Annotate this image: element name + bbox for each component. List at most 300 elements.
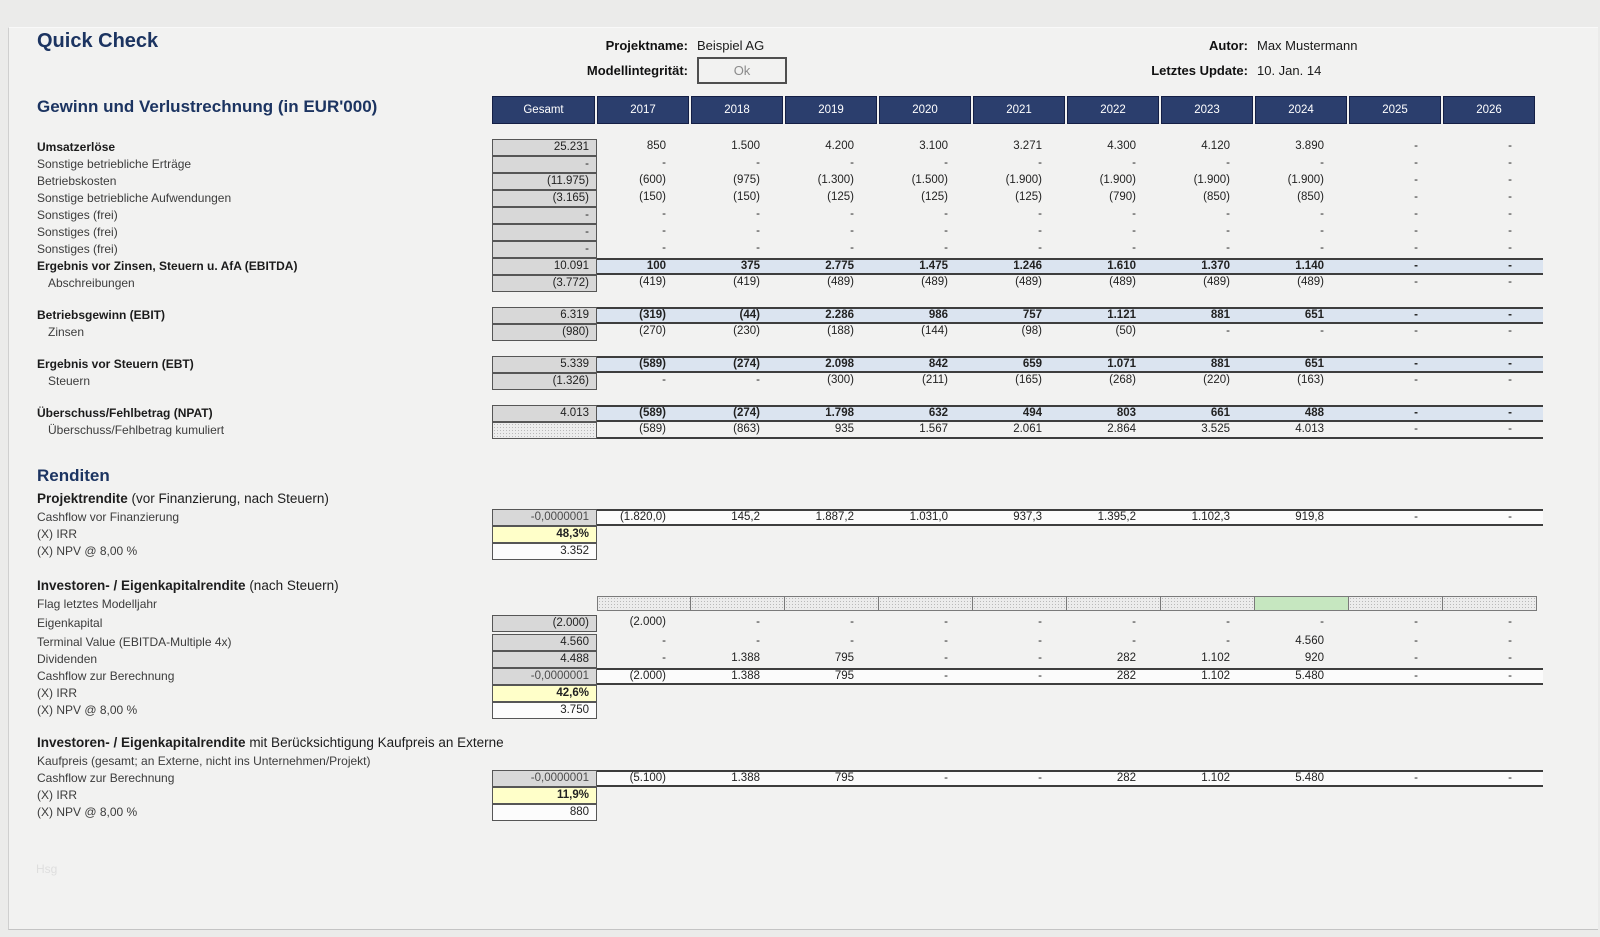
gesamt-cell[interactable]: -0,0000001	[492, 509, 597, 526]
flag-cell[interactable]	[1443, 596, 1537, 611]
year-cell[interactable]: (2.000)	[629, 670, 666, 682]
year-cell[interactable]: 935	[834, 423, 854, 435]
year-cell[interactable]: -	[1414, 208, 1418, 220]
year-cell[interactable]: (300)	[827, 374, 854, 386]
flag-cell[interactable]	[1255, 596, 1349, 611]
table-row	[0, 702, 1600, 719]
year-cell[interactable]: 375	[740, 260, 760, 272]
year-cell[interactable]: 3.100	[919, 140, 948, 152]
autor-value[interactable]: Max Mustermann	[1257, 38, 1358, 53]
year-cell[interactable]: -	[850, 225, 854, 237]
year-cell[interactable]: -	[1226, 616, 1230, 628]
year-cell[interactable]: -	[944, 652, 948, 664]
year-cell[interactable]: -	[1320, 616, 1324, 628]
year-cell[interactable]: -	[1132, 225, 1136, 237]
year-cell[interactable]: 100	[646, 260, 666, 272]
year-cell[interactable]: (144)	[921, 325, 948, 337]
flag-cell[interactable]	[1161, 596, 1255, 611]
table-row	[0, 258, 1600, 275]
year-cell[interactable]: 1.388	[731, 670, 760, 682]
flag-cell[interactable]	[691, 596, 785, 611]
year-cell[interactable]: -	[756, 225, 760, 237]
year-cell[interactable]: (589)	[639, 407, 666, 419]
year-cell[interactable]: (1.900)	[1287, 174, 1324, 186]
year-cell[interactable]: -	[1508, 242, 1512, 254]
gesamt-cell[interactable]: 10.091	[492, 258, 597, 275]
year-cell[interactable]: (489)	[1203, 276, 1230, 288]
block-heading-rest: mit Berücksichtigung Kaufpreis an Externe	[245, 735, 504, 750]
year-cell[interactable]: -	[1508, 772, 1512, 784]
year-cell[interactable]: -	[1414, 407, 1418, 419]
year-cell[interactable]: 494	[1022, 407, 1042, 419]
letztes-update-value[interactable]: 10. Jan. 14	[1257, 63, 1322, 78]
year-cell[interactable]: -	[1414, 670, 1418, 682]
year-cell[interactable]: 3.890	[1295, 140, 1324, 152]
year-cell[interactable]: -	[662, 225, 666, 237]
year-cell[interactable]: 632	[928, 407, 948, 419]
guv-section-title: Gewinn und Verlustrechnung (in EUR'000)	[37, 97, 378, 116]
year-cell[interactable]: 881	[1210, 309, 1230, 321]
year-cell[interactable]: -	[1508, 174, 1512, 186]
renditen-block	[0, 489, 1600, 560]
gesamt-cell[interactable]: 880	[492, 804, 597, 821]
year-cell[interactable]: 282	[1116, 652, 1136, 664]
column-header-2025[interactable]: 2025	[1349, 96, 1441, 124]
year-cell[interactable]: -	[1038, 635, 1042, 647]
year-cell[interactable]: 651	[1304, 358, 1324, 370]
year-cell[interactable]: 919,8	[1295, 511, 1324, 523]
year-cell[interactable]: -	[1320, 157, 1324, 169]
year-cells	[597, 173, 1543, 190]
year-cell[interactable]: 803	[1116, 407, 1136, 419]
gesamt-cell[interactable]: 4.488	[492, 651, 597, 668]
year-cell[interactable]: 3.271	[1013, 140, 1042, 152]
flag-cell[interactable]	[879, 596, 973, 611]
flag-cell[interactable]	[597, 596, 691, 611]
table-row	[0, 770, 1600, 787]
gesamt-cell[interactable]	[492, 422, 597, 439]
year-cell[interactable]: 4.560	[1295, 635, 1324, 647]
column-header-2017[interactable]: 2017	[597, 96, 689, 124]
year-cell[interactable]: -	[1320, 242, 1324, 254]
year-cell[interactable]: 282	[1116, 670, 1136, 682]
block-heading	[0, 733, 1600, 753]
year-cell[interactable]: (150)	[733, 191, 760, 203]
table-row	[0, 543, 1600, 560]
year-cell[interactable]: (975)	[733, 174, 760, 186]
year-cell[interactable]: 5.480	[1295, 772, 1324, 784]
gesamt-cell[interactable]: -	[492, 207, 597, 224]
year-cell[interactable]: -	[756, 157, 760, 169]
year-cell[interactable]: -	[944, 208, 948, 220]
year-cell[interactable]: 1.395,2	[1097, 511, 1136, 523]
column-header-2019[interactable]: 2019	[785, 96, 877, 124]
year-cell[interactable]: (44)	[739, 309, 760, 321]
gesamt-cell[interactable]: (3.165)	[492, 190, 597, 207]
row-label: Betriebskosten	[37, 174, 117, 188]
year-cell[interactable]: -	[1414, 616, 1418, 628]
year-cell[interactable]: -	[662, 157, 666, 169]
year-cell[interactable]: -	[1508, 309, 1512, 321]
modellintegritaet-status-cell[interactable]: Ok	[697, 57, 787, 84]
year-cell[interactable]: 937,3	[1013, 511, 1042, 523]
year-cell[interactable]: 842	[928, 358, 948, 370]
year-cell[interactable]: -	[1508, 191, 1512, 203]
year-cell[interactable]: -	[1132, 242, 1136, 254]
year-cell[interactable]: (489)	[1015, 276, 1042, 288]
gesamt-cell[interactable]: -	[492, 156, 597, 173]
year-cell[interactable]: -	[756, 374, 760, 386]
year-cell[interactable]: 4.200	[825, 140, 854, 152]
year-cell[interactable]: (50)	[1115, 325, 1136, 337]
year-cell[interactable]: (220)	[1203, 374, 1230, 386]
year-cell[interactable]: -	[1320, 325, 1324, 337]
year-cell[interactable]: (1.900)	[1005, 174, 1042, 186]
year-cell[interactable]: (589)	[639, 358, 666, 370]
year-cell[interactable]: -	[1226, 225, 1230, 237]
year-cell[interactable]: (1.900)	[1099, 174, 1136, 186]
year-cell[interactable]: (1.500)	[911, 174, 948, 186]
table-row	[0, 787, 1600, 804]
year-cell[interactable]: -	[1320, 208, 1324, 220]
projektname-value[interactable]: Beispiel AG	[697, 38, 765, 53]
year-cell[interactable]: -	[756, 242, 760, 254]
year-cell[interactable]: 1.567	[919, 423, 948, 435]
year-cell[interactable]: (188)	[827, 325, 854, 337]
year-cell[interactable]: -	[1414, 157, 1418, 169]
year-cell[interactable]: -	[756, 635, 760, 647]
column-header-2021[interactable]: 2021	[973, 96, 1065, 124]
row-label: Steuern	[48, 374, 91, 388]
year-cell[interactable]: 659	[1022, 358, 1042, 370]
year-cells	[597, 615, 1543, 632]
year-cell[interactable]: -	[1226, 157, 1230, 169]
year-cell[interactable]: (489)	[827, 276, 854, 288]
year-cell[interactable]: -	[1508, 260, 1512, 272]
gesamt-cell[interactable]: 5.339	[492, 356, 597, 373]
year-cell[interactable]: -	[1414, 652, 1418, 664]
year-cell[interactable]: -	[662, 242, 666, 254]
gesamt-cell[interactable]: (1.326)	[492, 373, 597, 390]
year-cells	[597, 324, 1543, 341]
flag-cell[interactable]	[1067, 596, 1161, 611]
gesamt-cell[interactable]: -	[492, 241, 597, 258]
year-cell[interactable]: (419)	[639, 276, 666, 288]
row-label: Sonstiges (frei)	[37, 208, 118, 222]
year-cell[interactable]: 2.864	[1107, 423, 1136, 435]
gesamt-cell[interactable]: -	[492, 224, 597, 241]
table-row	[0, 668, 1600, 685]
year-cell[interactable]: 1.475	[919, 260, 948, 272]
table-row	[0, 615, 1600, 632]
row-gap	[0, 292, 1600, 307]
year-cell[interactable]: -	[944, 616, 948, 628]
year-cell[interactable]: (489)	[1297, 276, 1324, 288]
year-cell[interactable]: -	[756, 208, 760, 220]
table-row	[0, 651, 1600, 668]
year-cell[interactable]: 2.286	[825, 309, 854, 321]
year-cell[interactable]: -	[1508, 208, 1512, 220]
year-cell[interactable]: -	[1414, 635, 1418, 647]
year-cell[interactable]: -	[850, 242, 854, 254]
year-cell[interactable]: (850)	[1297, 191, 1324, 203]
block-heading-bold: Projektrendite	[37, 491, 128, 506]
year-cell[interactable]: 920	[1304, 652, 1324, 664]
gesamt-cell[interactable]: -0,0000001	[492, 668, 597, 685]
year-cell[interactable]: 1.388	[731, 652, 760, 664]
year-cell[interactable]: 1.388	[731, 772, 760, 784]
year-cell[interactable]: 2.775	[825, 260, 854, 272]
year-cell[interactable]: -	[756, 616, 760, 628]
year-cell[interactable]: (125)	[827, 191, 854, 203]
row-label: Überschuss/Fehlbetrag kumuliert	[48, 423, 225, 437]
year-cell[interactable]: 4.300	[1107, 140, 1136, 152]
year-cell[interactable]: 795	[834, 652, 854, 664]
table-body	[0, 139, 1600, 821]
year-cell[interactable]: (230)	[733, 325, 760, 337]
year-cell[interactable]: (600)	[639, 174, 666, 186]
column-header-2026[interactable]: 2026	[1443, 96, 1535, 124]
year-cell[interactable]: (489)	[921, 276, 948, 288]
year-cell[interactable]: -	[1508, 358, 1512, 370]
year-cell[interactable]: -	[1038, 652, 1042, 664]
gesamt-cell[interactable]: (2.000)	[492, 615, 597, 632]
gesamt-cell[interactable]: 6.319	[492, 307, 597, 324]
year-cell[interactable]: -	[662, 374, 666, 386]
year-cell[interactable]: -	[1414, 174, 1418, 186]
year-cell[interactable]: (274)	[733, 407, 760, 419]
gesamt-cell[interactable]: (11.975)	[492, 173, 597, 190]
year-cell[interactable]: -	[1508, 652, 1512, 664]
year-cell[interactable]: 1.610	[1107, 260, 1136, 272]
year-cell[interactable]: -	[1414, 225, 1418, 237]
year-cell[interactable]: -	[1508, 635, 1512, 647]
year-cell[interactable]: (274)	[733, 358, 760, 370]
year-cell[interactable]: -	[662, 652, 666, 664]
year-cell[interactable]: -	[1038, 772, 1042, 784]
year-cell[interactable]: -	[944, 670, 948, 682]
year-cell[interactable]: -	[1038, 157, 1042, 169]
year-cell[interactable]: -	[1508, 374, 1512, 386]
year-cells	[597, 596, 1543, 611]
year-cell[interactable]: (270)	[639, 325, 666, 337]
year-cell[interactable]: 795	[834, 670, 854, 682]
year-cell[interactable]: -	[850, 616, 854, 628]
year-cell[interactable]: -	[1038, 670, 1042, 682]
year-cell[interactable]: 1.887,2	[815, 511, 854, 523]
year-cell[interactable]: -	[1226, 242, 1230, 254]
year-cells	[597, 405, 1543, 422]
year-cell[interactable]: 282	[1116, 772, 1136, 784]
gesamt-cell[interactable]: 3.750	[492, 702, 597, 719]
year-cell[interactable]: 881	[1210, 358, 1230, 370]
year-cells	[597, 224, 1543, 241]
year-cell[interactable]: (163)	[1297, 374, 1324, 386]
year-cell[interactable]: -	[944, 772, 948, 784]
year-cell[interactable]: -	[1508, 225, 1512, 237]
year-cell[interactable]: -	[1132, 208, 1136, 220]
year-cell[interactable]: 1.102	[1201, 652, 1230, 664]
year-cell[interactable]: (125)	[1015, 191, 1042, 203]
year-cell[interactable]: 661	[1210, 407, 1230, 419]
year-cell[interactable]: -	[1226, 325, 1230, 337]
year-cell[interactable]: 1.121	[1107, 309, 1136, 321]
year-cell[interactable]: -	[1508, 325, 1512, 337]
year-cell[interactable]: (319)	[639, 309, 666, 321]
row-label: Cashflow zur Berechnung	[37, 669, 175, 683]
year-cell[interactable]: (419)	[733, 276, 760, 288]
year-cell[interactable]: -	[662, 635, 666, 647]
year-cell[interactable]: -	[1414, 276, 1418, 288]
gesamt-cell[interactable]: 4.013	[492, 405, 597, 422]
year-cell[interactable]: -	[1414, 423, 1418, 435]
year-cell[interactable]: 2.098	[825, 358, 854, 370]
year-cell[interactable]: -	[1038, 242, 1042, 254]
year-cell[interactable]: -	[1414, 358, 1418, 370]
gesamt-cell[interactable]: 48,3%	[492, 526, 597, 543]
column-header-2023[interactable]: 2023	[1161, 96, 1253, 124]
column-header-gesamt[interactable]: Gesamt	[492, 96, 595, 124]
year-cell[interactable]: -	[1414, 309, 1418, 321]
year-cell[interactable]: (5.100)	[629, 772, 666, 784]
column-header-2020[interactable]: 2020	[879, 96, 971, 124]
year-cell[interactable]: 1.370	[1201, 260, 1230, 272]
year-cell[interactable]: -	[1038, 616, 1042, 628]
gesamt-cell[interactable]: (3.772)	[492, 275, 597, 292]
year-cell[interactable]: -	[662, 208, 666, 220]
year-cell[interactable]: 3.525	[1201, 423, 1230, 435]
year-cell[interactable]: 4.120	[1201, 140, 1230, 152]
year-cell[interactable]: -	[1038, 208, 1042, 220]
year-cell[interactable]: -	[1132, 616, 1136, 628]
row-label: Ergebnis vor Zinsen, Steuern u. AfA (EBITDA)	[37, 259, 298, 273]
year-cell[interactable]: -	[1508, 407, 1512, 419]
year-cell[interactable]: 1.102,3	[1191, 511, 1230, 523]
gesamt-cell[interactable]: 11,9%	[492, 787, 597, 804]
year-cell[interactable]: 1.246	[1013, 260, 1042, 272]
year-cell[interactable]: -	[850, 635, 854, 647]
year-cell[interactable]: 1.071	[1107, 358, 1136, 370]
row-label: (X) IRR	[37, 788, 77, 802]
row-label: (X) NPV @ 8,00 %	[37, 703, 138, 717]
gesamt-cell[interactable]: 4.560	[492, 634, 597, 651]
year-cell[interactable]: 850	[646, 140, 666, 152]
year-cell[interactable]: 4.013	[1295, 423, 1324, 435]
table-row	[0, 324, 1600, 341]
year-cell[interactable]: 1.140	[1295, 260, 1324, 272]
year-cell[interactable]: -	[944, 225, 948, 237]
column-header-2018[interactable]: 2018	[691, 96, 783, 124]
year-cell[interactable]: -	[1320, 225, 1324, 237]
year-cell[interactable]: -	[850, 208, 854, 220]
year-cell[interactable]: (489)	[1109, 276, 1136, 288]
year-cell[interactable]: 2.061	[1013, 423, 1042, 435]
flag-cell[interactable]	[973, 596, 1067, 611]
year-cell[interactable]: -	[1226, 208, 1230, 220]
year-cell[interactable]: -	[1038, 225, 1042, 237]
block-heading	[0, 576, 1600, 596]
year-cell[interactable]: 1.102	[1201, 670, 1230, 682]
gesamt-cell[interactable]: (980)	[492, 324, 597, 341]
year-cell[interactable]: 795	[834, 772, 854, 784]
table-row	[0, 596, 1600, 611]
year-cell[interactable]: -	[1508, 140, 1512, 152]
year-cell[interactable]: -	[1414, 242, 1418, 254]
year-cell[interactable]: -	[944, 157, 948, 169]
year-cell[interactable]: (790)	[1109, 191, 1136, 203]
year-cell[interactable]: -	[1414, 325, 1418, 337]
year-cell[interactable]: -	[1414, 140, 1418, 152]
year-cell[interactable]: 1.102	[1201, 772, 1230, 784]
year-cell[interactable]: (1.900)	[1193, 174, 1230, 186]
year-cell[interactable]: -	[1414, 374, 1418, 386]
year-cell[interactable]: (268)	[1109, 374, 1136, 386]
gesamt-cell[interactable]: 42,6%	[492, 685, 597, 702]
year-cell[interactable]: -	[1414, 772, 1418, 784]
year-cell[interactable]: (125)	[921, 191, 948, 203]
year-cell[interactable]: -	[1132, 157, 1136, 169]
year-cell[interactable]: (98)	[1021, 325, 1042, 337]
column-header-2024[interactable]: 2024	[1255, 96, 1347, 124]
year-cell[interactable]: (850)	[1203, 191, 1230, 203]
table-row	[0, 190, 1600, 207]
year-cell[interactable]: 145,2	[731, 511, 760, 523]
year-cell[interactable]: (211)	[922, 374, 948, 386]
year-cell[interactable]: (165)	[1015, 374, 1042, 386]
year-cell[interactable]: 651	[1304, 309, 1324, 321]
year-cell[interactable]: -	[1414, 260, 1418, 272]
year-cell[interactable]: -	[944, 635, 948, 647]
year-cell[interactable]: -	[1414, 511, 1418, 523]
year-cell[interactable]: -	[1508, 157, 1512, 169]
year-cell[interactable]: (589)	[639, 423, 666, 435]
year-cell[interactable]: 757	[1022, 309, 1042, 321]
year-cell[interactable]: (863)	[733, 423, 760, 435]
year-cells	[597, 241, 1543, 258]
modellintegritaet-label: Modellintegrität:	[586, 63, 688, 78]
year-cell[interactable]: 986	[928, 309, 948, 321]
gesamt-cell[interactable]: -0,0000001	[492, 770, 597, 787]
year-cell[interactable]: (1.820,0)	[619, 511, 666, 523]
year-cell[interactable]: -	[1132, 635, 1136, 647]
flag-cell[interactable]	[785, 596, 879, 611]
year-cell[interactable]: -	[1508, 670, 1512, 682]
row-gap	[0, 341, 1600, 356]
year-cell[interactable]: 1.500	[731, 140, 760, 152]
year-cell[interactable]: -	[1226, 635, 1230, 647]
year-cell[interactable]: (150)	[639, 191, 666, 203]
gesamt-cell[interactable]: 3.352	[492, 543, 597, 560]
row-label: Cashflow vor Finanzierung	[37, 510, 180, 524]
year-cell[interactable]: -	[1508, 616, 1512, 628]
gesamt-cell[interactable]: 25.231	[492, 139, 597, 156]
year-cell[interactable]: -	[1508, 423, 1512, 435]
year-cell[interactable]: 5.480	[1295, 670, 1324, 682]
year-cell[interactable]: -	[1508, 276, 1512, 288]
year-cell[interactable]: -	[1508, 511, 1512, 523]
column-header-2022[interactable]: 2022	[1067, 96, 1159, 124]
year-cell[interactable]: (2.000)	[629, 616, 666, 628]
year-cell[interactable]: -	[1414, 191, 1418, 203]
year-cell[interactable]: 1.031,0	[909, 511, 948, 523]
year-cell[interactable]: -	[850, 157, 854, 169]
year-cell[interactable]: (1.300)	[817, 174, 854, 186]
year-cell[interactable]: 1.798	[825, 407, 854, 419]
flag-cell[interactable]	[1349, 596, 1443, 611]
year-cell[interactable]: -	[944, 242, 948, 254]
letztes-update-label: Letztes Update:	[1151, 63, 1248, 78]
year-cell[interactable]: 488	[1304, 407, 1324, 419]
